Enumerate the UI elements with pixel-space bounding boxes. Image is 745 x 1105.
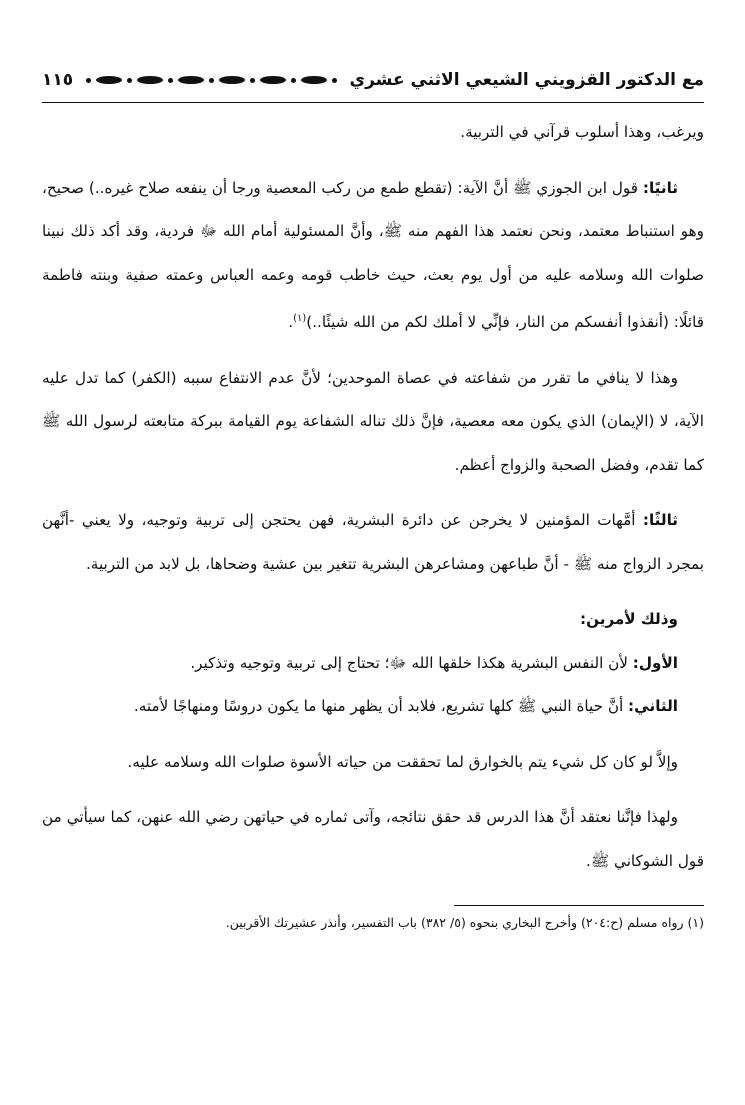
running-header: [42, 58, 704, 103]
paragraph-text: قول ابن الجوزي ﷺ أنَّ الآية: (تقطع طمع من ركب المعصية ورجا أن ينفعه صلاح غيره..) صحيح، وهو استنباط معتمد، ونحن نعتمد هذا الفهم منه ﷺ، وأنَّ المسئولية أمام الله ﷻ فردية، وقد أكد ذلك نبينا صلوات الله وسلامه عليه من أول يوم بعث، حيث خاطب قومه وعمه العباس وعمته صفية وبنته فاطمة قائلًا: (أنقذوا أنفسكم من النار، فإنِّي لا أملك لكم من الله شيئًا..): [42, 178, 704, 332]
paragraph-second-point: [42, 167, 704, 345]
paragraph-lead: ثالثًا:: [642, 511, 678, 530]
paragraph-miracles: [42, 741, 704, 785]
paragraph-text: وإلاَّ لو كان كل شيء يتم بالخوارق لما تحققت من حياته الأسوة صلوات الله وسلامه عليه.: [127, 752, 678, 771]
paragraph-intercession: [42, 357, 704, 488]
footnote-divider: [454, 905, 704, 906]
paragraph-text: وهذا لا ينافي ما تقرر من شفاعته في عصاة الموحدين؛ لأنَّ عدم الانتفاع سببه (الكفر) كما تدل عليه الآية، لا (الإيمان) الذي يكون معه معصية، فإنَّ ذلك تناله الشفاعة يوم القيامة ببركة متابعته لرسول الله ﷺ كما تقدم، وفضل الصحبة والزواج أعظم.: [42, 368, 704, 474]
paragraph-text: ولهذا فإنَّنا نعتقد أنَّ هذا الدرس قد حقق نتائجه، وآتى ثماره في حياتهن رضي الله عنهن، كما سيأتي من قول الشوكاني ﷺ.: [42, 808, 704, 870]
paragraph-text: ويرغب، وهذا أسلوب قرآني في التربية.: [460, 123, 704, 141]
footnote-ref: (١): [293, 313, 307, 324]
page-number: ١١٥: [42, 70, 74, 90]
paragraph-tail: .: [288, 313, 294, 332]
book-page: [42, 58, 704, 949]
paragraph-lead: الثاني:: [628, 697, 678, 716]
paragraph-two-reasons: [42, 598, 704, 642]
paragraph-third-point: [42, 499, 704, 586]
paragraph-first-reason: [42, 642, 704, 686]
paragraph-intro: [42, 111, 704, 155]
header-title: مع الدكتور القزويني الشيعي الاثني عشري: [349, 70, 704, 90]
paragraph-second-reason: [42, 685, 704, 729]
paragraph-text: أنَّ حياة النبي ﷺ كلها تشريع، فلابد أن يظهر منها ما يكون دروسًا ومنهاجًا لأمته.: [133, 697, 629, 716]
paragraph-lead: ثانيًا:: [642, 178, 678, 197]
paragraph-conclusion: [42, 796, 704, 883]
paragraph-lead: وذلك لأمرين:: [580, 610, 678, 629]
footnote: (١) رواه مسلم (ح:٢٠٤) وأخرج البخاري بنحوه (٥/ ٣٨٢) باب التفسير، وأنذر عشيرتك الأقربين.: [225, 915, 704, 931]
paragraph-lead: الأول:: [632, 653, 678, 672]
paragraph-text: أمَّهات المؤمنين لا يخرجن عن دائرة البشرية، فهن يحتجن إلى تربية وتوجيه، ولا يعني -أنَّهن بمجرد الزواج منه ﷺ - أنَّ طباعهن ومشاعرهن البشرية تتغير بين عشية وضحاها، بل لابد من التربية.: [42, 511, 704, 573]
ornament-divider-icon: [83, 73, 339, 87]
paragraph-text: لأن النفس البشرية هكذا خلقها الله ﷻ؛ تحتاج إلى تربية وتوجيه وتذكير.: [190, 653, 633, 672]
